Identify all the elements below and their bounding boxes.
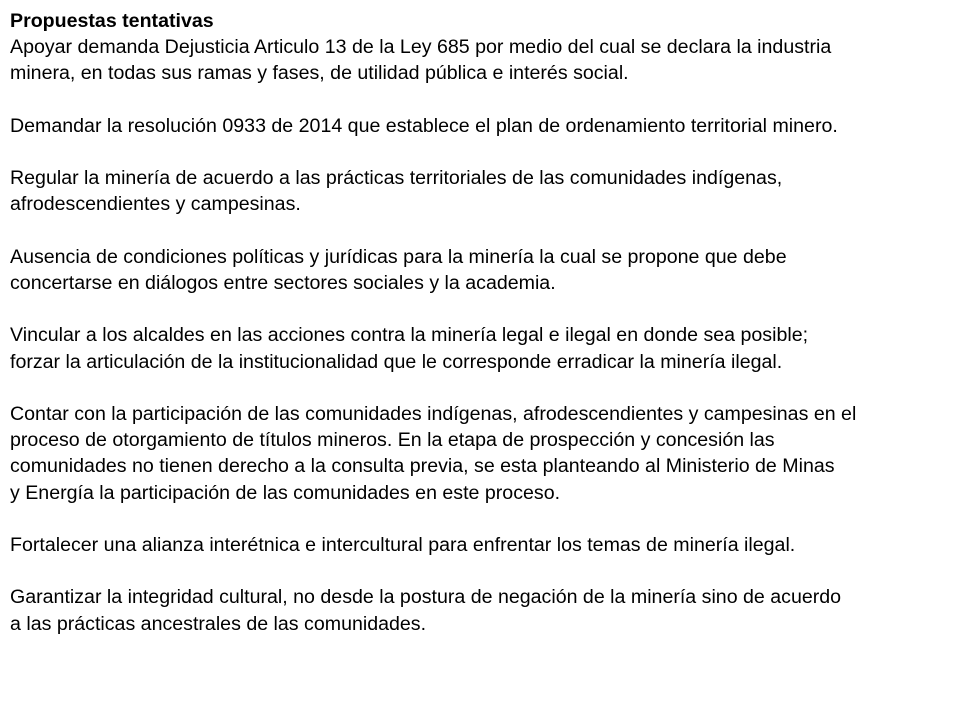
text-line: Vincular a los alcaldes en las acciones contra la minería legal e ilegal en donde sea posible; [10, 324, 809, 347]
text-line: minera, en todas sus ramas y fases, de utilidad pública e interés social. [10, 62, 629, 85]
text-line: a las prácticas ancestrales de las comunidades. [10, 612, 427, 635]
proposal-paragraph-2 [10, 113, 954, 139]
text-line: Contar con la participación de las comunidades indígenas, afrodescendientes y campesinas en el [10, 402, 857, 425]
slide-content [10, 8, 954, 637]
text-line: Garantizar la integridad cultural, no desde la postura de negación de la minería sino de acuerdo [10, 586, 842, 609]
slide-title: Propuestas tentativas [10, 10, 214, 32]
proposal-paragraph-4 [10, 244, 954, 296]
text-line: forzar la articulación de la institucionalidad que le corresponde erradicar la minería ilegal. [10, 350, 783, 373]
text-line: afrodescendientes y campesinas. [10, 193, 301, 216]
text-line: Demandar la resolución 0933 de 2014 que establece el plan de ordenamiento territorial minero. [10, 114, 838, 137]
text-line: y Energía la participación de las comunidades en este proceso. [10, 481, 561, 504]
text-line: concertarse en diálogos entre sectores sociales y la academia. [10, 271, 556, 294]
text-line: Ausencia de condiciones políticas y jurídicas para la minería la cual se propone que debe [10, 245, 787, 268]
text-line: Apoyar demanda Dejusticia Articulo 13 de la Ley 685 por medio del cual se declara la industria [10, 36, 832, 59]
text-line: Regular la minería de acuerdo a las prácticas territoriales de las comunidades indígenas, [10, 167, 783, 190]
text-line: proceso de otorgamiento de títulos mineros. En la etapa de prospección y concesión las [10, 429, 775, 452]
proposal-paragraph-7 [10, 532, 954, 558]
proposal-paragraph-6 [10, 401, 954, 506]
proposal-paragraph-1 [10, 34, 954, 86]
proposal-paragraph-8 [10, 584, 954, 636]
proposal-paragraph-3 [10, 165, 954, 217]
proposal-paragraph-5 [10, 322, 954, 374]
text-line: comunidades no tienen derecho a la consulta previa, se esta planteando al Ministerio de Minas [10, 455, 835, 478]
text-line: Fortalecer una alianza interétnica e intercultural para enfrentar los temas de minería ilegal. [10, 533, 796, 556]
